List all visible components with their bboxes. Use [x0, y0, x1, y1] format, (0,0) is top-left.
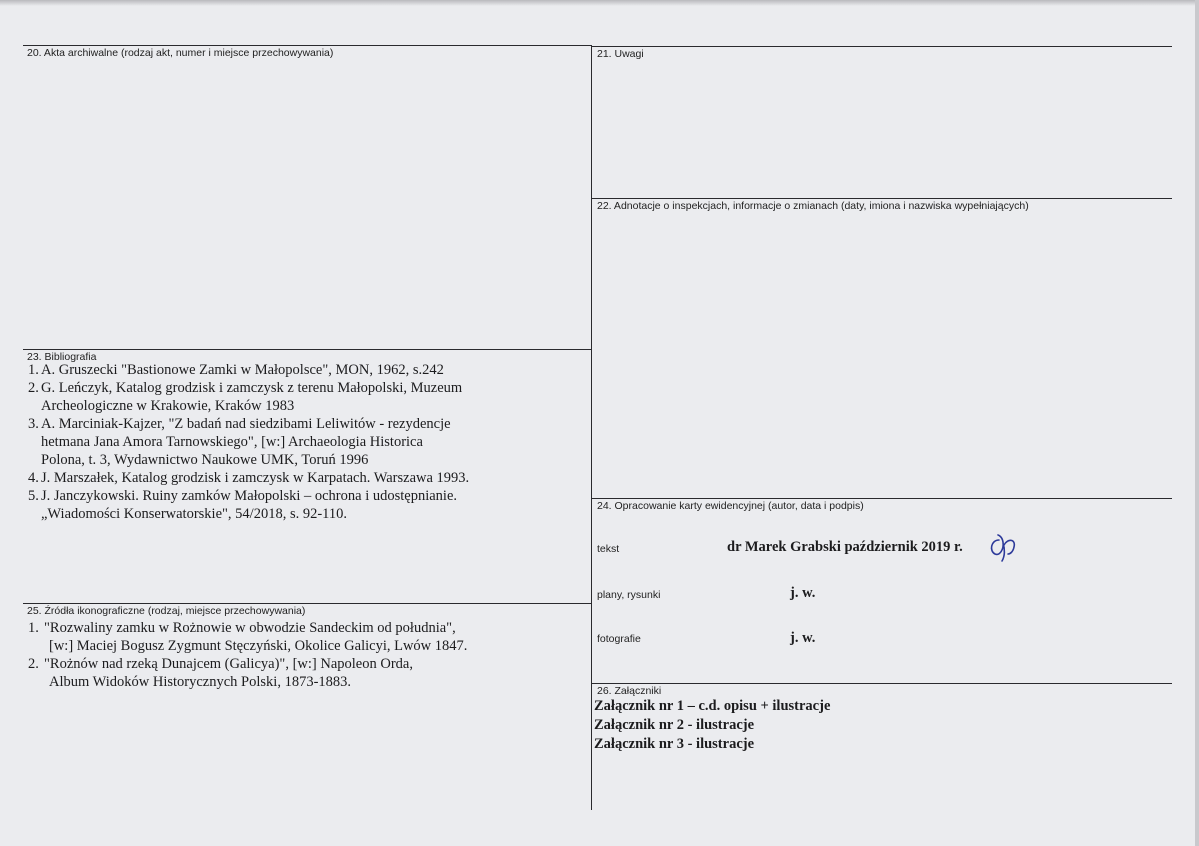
zalacznik-item: Załącznik nr 2 - ilustracje: [594, 717, 755, 733]
bibliografia-item: [28, 487, 469, 523]
bibliografia-item-line: hetmana Jana Amora Tarnowskiego", [w:] Archaeologia Historica: [41, 434, 423, 450]
bibliografia-item-number: 2.: [28, 380, 39, 396]
bibliografia-item: [28, 379, 469, 415]
bibliografia-item-number: 5.: [28, 488, 39, 504]
rule-26: [592, 683, 1172, 684]
rule-23: [23, 349, 591, 350]
zrodla-list: [28, 619, 467, 691]
zrodla-label: 25. Źródła ikonograficzne (rodzaj, miejsce przechowywania): [27, 605, 306, 617]
zrodla-item: [28, 655, 467, 691]
zalaczniki-label: 26. Załączniki: [597, 685, 662, 697]
zrodla-item-line: "Rozwaliny zamku w Rożnowie w obwodzie Sandeckim od południa",: [44, 620, 456, 636]
rule-top-left: [23, 45, 591, 46]
bibliografia-item-line: Polona, t. 3, Wydawnictwo Naukowe UMK, Toruń 1996: [41, 452, 369, 468]
bibliografia-list: [28, 361, 469, 523]
rule-22: [592, 198, 1172, 199]
adnotacje-label: 22. Adnotacje o inspekcjach, informacje o zmianach (daty, imiona i nazwiska wypełniających): [597, 200, 1029, 212]
column-divider: [591, 45, 592, 810]
bibliografia-item: [28, 415, 469, 469]
zrodla-item-line: Album Widoków Historycznych Polski, 1873-1883.: [49, 674, 352, 690]
plany-value: j. w.: [790, 585, 816, 601]
bibliografia-item-line: J. Marszałek, Katalog grodzisk i zamczysk w Karpatach. Warszawa 1993.: [41, 470, 470, 486]
zrodla-item-number: 1.: [28, 620, 39, 636]
fotografie-label: fotografie: [597, 633, 641, 645]
zrodla-item: [28, 619, 467, 655]
zalaczniki-list: [594, 697, 830, 754]
akta-label: 20. Akta archiwalne (rodzaj akt, numer i miejsce przechowywania): [27, 47, 334, 59]
bibliografia-item-line: G. Leńczyk, Katalog grodzisk i zamczysk z terenu Małopolski, Muzeum: [41, 380, 463, 396]
rule-24: [592, 498, 1172, 499]
zrodla-item-number: 2.: [28, 656, 39, 672]
bibliografia-item-line: A. Marciniak-Kajzer, "Z badań nad siedzibami Leliwitów - rezydencje: [41, 416, 451, 432]
zrodla-item-line: [w:] Maciej Bogusz Zygmunt Stęczyński, Okolice Galicyi, Lwów 1847.: [49, 638, 468, 654]
scan-edge-top: [0, 0, 1199, 6]
bibliografia-item-line: Archeologiczne w Krakowie, Kraków 1983: [41, 398, 295, 414]
bibliografia-item-number: 1.: [28, 362, 39, 378]
bibliografia-item: [28, 361, 469, 379]
opracowanie-label: 24. Opracowanie karty ewidencyjnej (autor, data i podpis): [597, 500, 864, 512]
plany-label: plany, rysunki: [597, 589, 661, 601]
bibliografia-item-line: „Wiadomości Konserwatorskie", 54/2018, s. 92-110.: [41, 506, 348, 522]
bibliografia-item-line: J. Janczykowski. Ruiny zamków Małopolski – ochrona i udostępnianie.: [41, 488, 458, 504]
bibliografia-item-number: 4.: [28, 470, 39, 486]
bibliografia-label: 23. Bibliografia: [27, 351, 97, 363]
tekst-value: dr Marek Grabski październik 2019 r.: [727, 539, 963, 555]
bibliografia-item-number: 3.: [28, 416, 39, 432]
rule-top-right: [592, 46, 1172, 47]
zalacznik-item: Załącznik nr 1 – c.d. opisu + ilustracje: [594, 698, 831, 714]
zalacznik-item: Załącznik nr 3 - ilustracje: [594, 736, 755, 752]
bibliografia-item: [28, 469, 469, 487]
zrodla-item-line: "Rożnów nad rzeką Dunajcem (Galicya)", [w:] Napoleon Orda,: [44, 656, 413, 672]
tekst-label: tekst: [597, 543, 620, 555]
handwritten-signature: [986, 534, 1020, 564]
rule-25: [23, 603, 591, 604]
uwagi-label: 21. Uwagi: [597, 48, 644, 60]
bibliografia-item-line: A. Gruszecki "Bastionowe Zamki w Małopolsce", MON, 1962, s.242: [41, 362, 444, 378]
scan-edge-right: [1195, 0, 1199, 846]
fotografie-value: j. w.: [790, 630, 816, 646]
